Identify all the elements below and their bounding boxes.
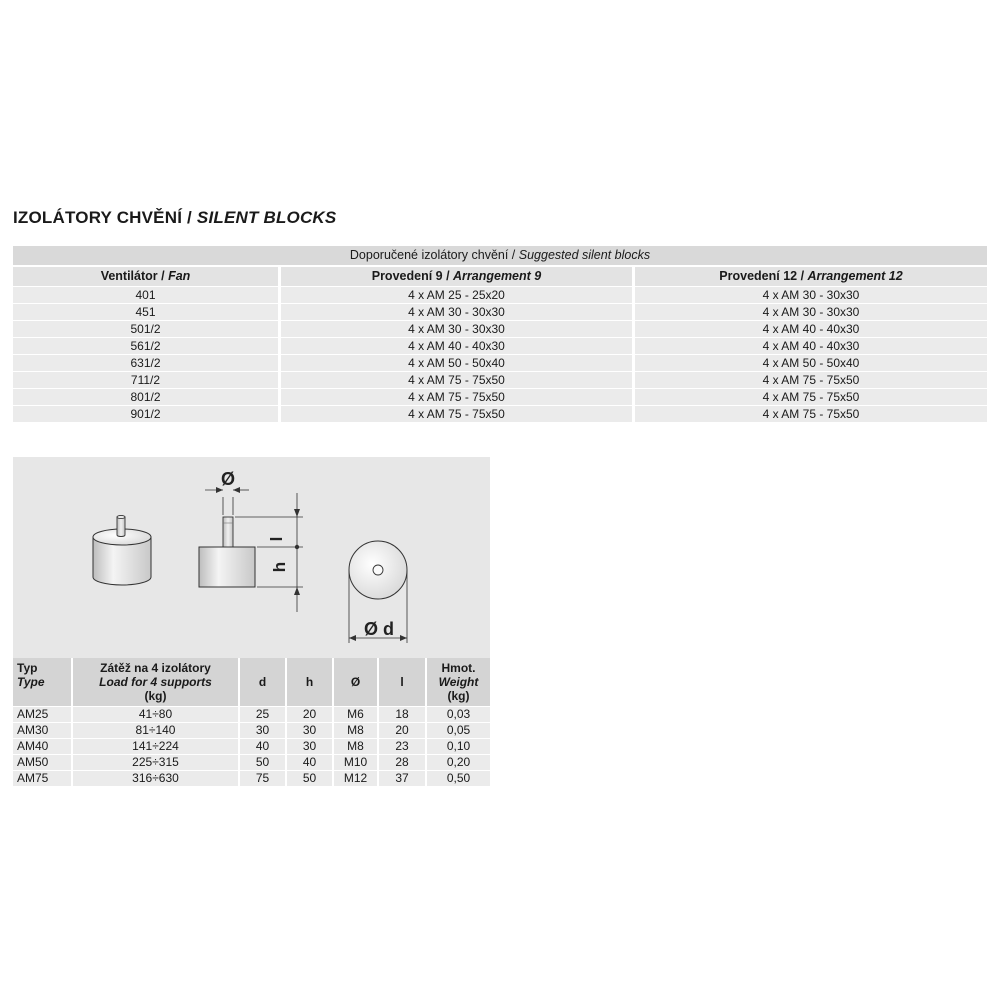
table-row xyxy=(13,770,490,786)
cell-arrangement-9: 4 x AM 30 - 30x30 xyxy=(278,320,632,337)
cell-type: AM30 xyxy=(13,722,71,738)
table-row xyxy=(13,337,987,354)
cell-type: AM25 xyxy=(13,706,71,722)
cell-weight: 0,03 xyxy=(425,706,490,722)
side-view-icon xyxy=(199,487,303,612)
cell-fan: 801/2 xyxy=(13,388,278,405)
header-cz: Ventilátor / xyxy=(100,269,169,283)
cell-weight: 0,10 xyxy=(425,738,490,754)
silent-block-drawing-panel xyxy=(13,457,490,658)
cell-arrangement-12: 4 x AM 40 - 40x30 xyxy=(632,337,987,354)
header-cz: Typ xyxy=(17,661,38,675)
table-row xyxy=(13,286,987,303)
cell-thread: M6 xyxy=(332,706,377,722)
header-en: Type xyxy=(17,675,45,689)
cell-d: 40 xyxy=(238,738,285,754)
cell-l: 18 xyxy=(377,706,425,722)
cell-load: 81÷140 xyxy=(71,722,238,738)
perspective-view-icon xyxy=(93,515,151,585)
cell-h: 50 xyxy=(285,770,332,786)
cell-type: AM40 xyxy=(13,738,71,754)
silent-block-drawing xyxy=(13,457,490,658)
table-title xyxy=(13,246,987,265)
cell-fan: 631/2 xyxy=(13,354,278,371)
table-title-cz: Doporučené izolátory chvění / xyxy=(349,248,519,262)
cell-arrangement-12: 4 x AM 30 - 30x30 xyxy=(632,286,987,303)
column-header-arrangement-9 xyxy=(278,265,632,286)
silent-block-specs-table xyxy=(13,658,490,786)
header-en: Weight xyxy=(438,675,479,689)
cell-type: AM75 xyxy=(13,770,71,786)
cell-d: 25 xyxy=(238,706,285,722)
cell-arrangement-12: 4 x AM 30 - 30x30 xyxy=(632,303,987,320)
column-header-fan xyxy=(13,265,278,286)
page-title xyxy=(13,208,336,228)
table-row xyxy=(13,738,490,754)
cell-fan: 561/2 xyxy=(13,337,278,354)
header-unit: (kg) xyxy=(447,689,470,703)
column-header-d: d xyxy=(238,658,285,706)
header-en: Arrangement 12 xyxy=(807,269,903,283)
page-title-italic: SILENT BLOCKS xyxy=(196,208,337,227)
table-row xyxy=(13,754,490,770)
cell-arrangement-12: 4 x AM 75 - 75x50 xyxy=(632,371,987,388)
cell-l: 20 xyxy=(377,722,425,738)
cell-arrangement-12: 4 x AM 75 - 75x50 xyxy=(632,388,987,405)
cell-load: 316÷630 xyxy=(71,770,238,786)
cell-h: 20 xyxy=(285,706,332,722)
cell-l: 28 xyxy=(377,754,425,770)
cell-h: 40 xyxy=(285,754,332,770)
cell-arrangement-9: 4 x AM 40 - 40x30 xyxy=(278,337,632,354)
cell-d: 75 xyxy=(238,770,285,786)
header-cz: Zátěž na 4 izolátory xyxy=(100,661,211,675)
column-header-h: h xyxy=(285,658,332,706)
table-row xyxy=(13,405,987,422)
cell-weight: 0,05 xyxy=(425,722,490,738)
cell-thread: M8 xyxy=(332,738,377,754)
table-row xyxy=(13,388,987,405)
table-row xyxy=(13,722,490,738)
cell-load: 41÷80 xyxy=(71,706,238,722)
column-header-thread: Ø xyxy=(332,658,377,706)
cell-fan: 451 xyxy=(13,303,278,320)
header-cz: Hmot. xyxy=(441,661,476,675)
header-cz: Provedení 9 / xyxy=(371,269,454,283)
dimension-h-label: h xyxy=(270,561,289,573)
cell-thread: M8 xyxy=(332,722,377,738)
cell-arrangement-9: 4 x AM 30 - 30x30 xyxy=(278,303,632,320)
dimension-l-label: l xyxy=(267,536,286,542)
header-en: Load for 4 supports xyxy=(99,675,212,689)
cell-arrangement-9: 4 x AM 75 - 75x50 xyxy=(278,371,632,388)
dimension-thread-label: Ø xyxy=(220,469,236,489)
column-header-type xyxy=(13,658,71,706)
cell-l: 37 xyxy=(377,770,425,786)
table-title-en: Suggested silent blocks xyxy=(518,248,651,262)
cell-fan: 501/2 xyxy=(13,320,278,337)
cell-fan: 901/2 xyxy=(13,405,278,422)
cell-h: 30 xyxy=(285,722,332,738)
cell-h: 30 xyxy=(285,738,332,754)
cell-load: 141÷224 xyxy=(71,738,238,754)
table-row xyxy=(13,706,490,722)
cell-weight: 0,20 xyxy=(425,754,490,770)
header-en: Arrangement 9 xyxy=(453,269,542,283)
cell-arrangement-9: 4 x AM 75 - 75x50 xyxy=(278,405,632,422)
cell-thread: M12 xyxy=(332,770,377,786)
cell-fan: 401 xyxy=(13,286,278,303)
cell-d: 50 xyxy=(238,754,285,770)
cell-weight: 0,50 xyxy=(425,770,490,786)
cell-d: 30 xyxy=(238,722,285,738)
cell-arrangement-9: 4 x AM 75 - 75x50 xyxy=(278,388,632,405)
cell-arrangement-12: 4 x AM 40 - 40x30 xyxy=(632,320,987,337)
cell-type: AM50 xyxy=(13,754,71,770)
column-header-weight xyxy=(425,658,490,706)
cell-arrangement-9: 4 x AM 50 - 50x40 xyxy=(278,354,632,371)
table-row xyxy=(13,354,987,371)
table-row xyxy=(13,320,987,337)
cell-arrangement-12: 4 x AM 75 - 75x50 xyxy=(632,405,987,422)
cell-load: 225÷315 xyxy=(71,754,238,770)
cell-thread: M10 xyxy=(332,754,377,770)
column-header-l: l xyxy=(377,658,425,706)
cell-l: 23 xyxy=(377,738,425,754)
table-row xyxy=(13,371,987,388)
header-unit: (kg) xyxy=(144,689,167,703)
cell-fan: 711/2 xyxy=(13,371,278,388)
header-cz: Provedení 12 / xyxy=(719,269,808,283)
page-title-main: IZOLÁTORY CHVĚNÍ / xyxy=(13,208,197,227)
cell-arrangement-12: 4 x AM 50 - 50x40 xyxy=(632,354,987,371)
suggested-silent-blocks-table xyxy=(13,246,987,422)
column-header-arrangement-12 xyxy=(632,265,987,286)
table-row xyxy=(13,303,987,320)
dimension-diameter-label: Ø d xyxy=(364,619,394,639)
header-en: Fan xyxy=(168,269,191,283)
cell-arrangement-9: 4 x AM 25 - 25x20 xyxy=(278,286,632,303)
column-header-load xyxy=(71,658,238,706)
